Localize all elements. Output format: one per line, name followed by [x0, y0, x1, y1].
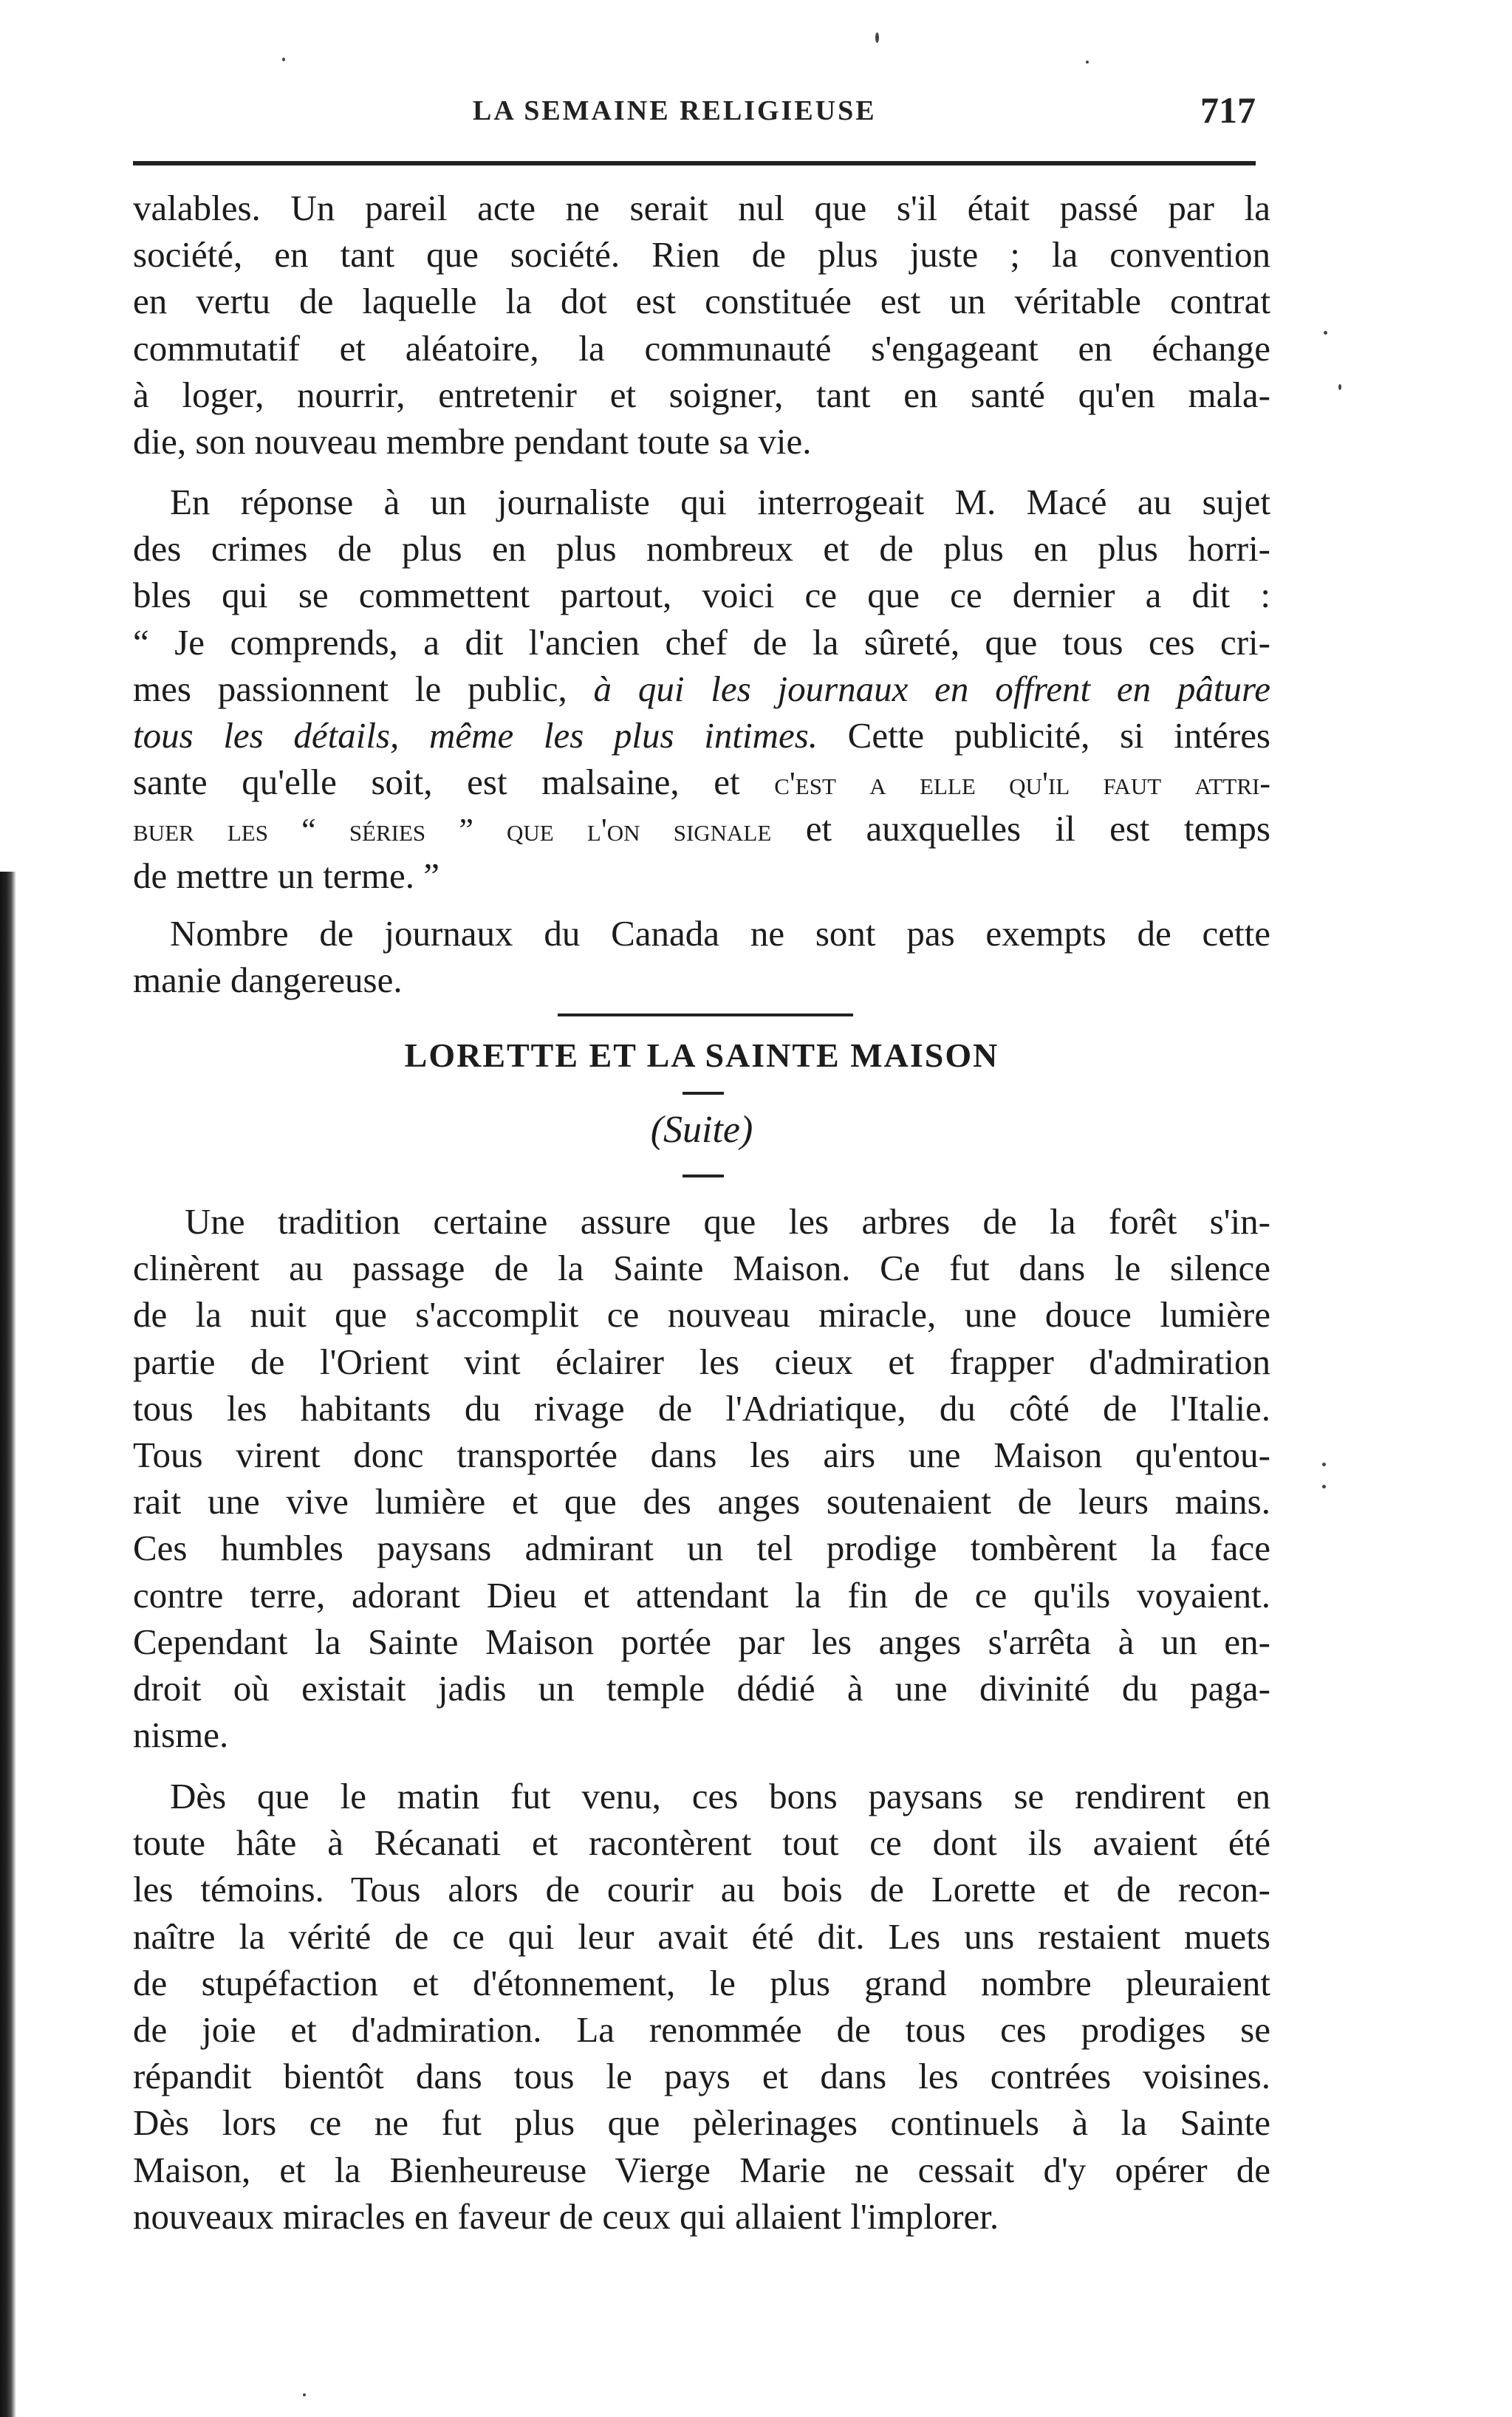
paragraph-pilgrimage	[133, 1773, 1270, 2240]
text-line	[133, 666, 1270, 712]
small-caps-run: c'est a elle qu'il faut attri-	[774, 765, 1270, 802]
italic-run: à qui les journaux en offrent en pâture	[593, 668, 1270, 709]
text-line: Tous virent donc transportée dans les airs une Maison qu'entou-	[133, 1434, 1270, 1475]
text-line	[133, 805, 1270, 852]
text-line: les témoins. Tous alors de courir au bois de Lorette et de recon-	[133, 1869, 1270, 1910]
text-line: die, son nouveau membre pendant toute sa vie.	[133, 420, 812, 462]
text-line: bles qui se commettent partout, voici ce que ce dernier a dit :	[133, 575, 1270, 616]
text-line: contre terre, adorant Dieu et attendant la fin de ce qu'ils voyaient.	[133, 1574, 1270, 1616]
page-number: 717	[1200, 89, 1256, 131]
text-line: nouveaux miracles en faveur de ceux qui allaient l'implorer.	[133, 2195, 999, 2237]
text-line: Dès que le matin fut venu, ces bons paysans se rendirent en	[170, 1776, 1270, 1816]
italic-run: tous les détails, même les plus intimes.	[133, 714, 818, 756]
text-run: Cette publicité, si intéres	[818, 714, 1271, 756]
text-line: Nombre de journaux du Canada ne sont pas exempts de cette	[170, 913, 1270, 954]
text-line	[133, 759, 1270, 805]
text-line: naître la vérité de ce qui leur avait été dit. Les uns restaient muets	[133, 1915, 1270, 1957]
page-header	[133, 87, 1256, 139]
text-line: nisme.	[133, 1715, 229, 1756]
text-line: manie dangereuse.	[133, 960, 403, 1001]
binding-shadow	[0, 872, 16, 2417]
text-line: en vertu de laquelle la dot est constituée est un véritable contrat	[133, 281, 1270, 322]
header-rule	[133, 161, 1256, 165]
text-line: de stupéfaction et d'étonnement, le plus grand nombre pleuraient	[133, 1962, 1270, 2003]
text-line: des crimes de plus en plus nombreux et de plus en plus horri-	[133, 528, 1270, 570]
text-line: rait une vive lumière et que des anges soutenaient de leurs mains.	[133, 1481, 1270, 1522]
text-line: droit où existait jadis un temple dédié à une divinité du paga-	[133, 1667, 1270, 1709]
text-line: commutatif et aléatoire, la communauté s'engageant en échange	[133, 327, 1270, 369]
text-line: de joie et d'admiration. La renommée de tous ces prodiges se	[133, 2009, 1270, 2050]
text-line: partie de l'Orient vint éclairer les cieux et frapper d'admiration	[133, 1341, 1270, 1382]
section-subtitle: (Suite)	[650, 1109, 753, 1151]
text-line: Ces humbles paysans admirant un tel prodige tombèrent la face	[133, 1528, 1270, 1569]
small-caps-run: buer les “ séries ” que l'on signale	[133, 812, 772, 849]
text-line: répandit bientôt dans tous le pays et dans les contrées voisines.	[133, 2056, 1270, 2097]
text-line: toute hâte à Récanati et racontèrent tout ce dont ils avaient été	[133, 1822, 1270, 1864]
text-line: valables. Un pareil acte ne serait nul que s'il était passé par la	[133, 188, 1270, 228]
text-line: Une tradition certaine assure que les arbres de la forêt s'in-	[185, 1201, 1270, 1242]
paragraph-canada	[133, 910, 1270, 1003]
running-title: LA SEMAINE RELIGIEUSE	[473, 95, 877, 126]
title-rule	[683, 1092, 724, 1095]
text-line: Maison, et la Bienheureuse Vierge Marie ne cessait d'y opérer de	[133, 2149, 1270, 2190]
text-line: tous les habitants du rivage de l'Adriatique, du côté de l'Italie.	[133, 1387, 1270, 1429]
text-line: de mettre un terme. ”	[133, 855, 439, 896]
text-line: à loger, nourrir, entretenir et soigner, tant en santé qu'en mala-	[133, 374, 1270, 415]
text-line	[133, 712, 1270, 759]
paragraph-mace	[133, 479, 1270, 899]
text-line: de la nuit que s'accomplit ce nouveau miracle, une douce lumière	[133, 1294, 1270, 1336]
text-line: société, en tant que société. Rien de plus juste ; la convention	[133, 234, 1270, 276]
text-line: Cependant la Sainte Maison portée par les anges s'arrêta à un en-	[133, 1621, 1270, 1662]
section-title: LORETTE ET LA SAINTE MAISON	[404, 1036, 999, 1074]
text-line: “ Je comprends, a dit l'ancien chef de la sûreté, que tous ces cri-	[133, 621, 1270, 663]
paragraph-tradition	[133, 1198, 1270, 1758]
text-line: clinèrent au passage de la Sainte Maison. Ce fut dans le silence	[133, 1248, 1270, 1289]
paragraph-continuation	[133, 185, 1270, 465]
section-divider	[558, 1013, 853, 1016]
text-line: En réponse à un journaliste qui interrogeait M. Macé au sujet	[170, 482, 1270, 522]
text-run: sante qu'elle soit, est malsaine, et	[133, 762, 775, 803]
subtitle-rule	[683, 1175, 724, 1177]
text-line: Dès lors ce ne fut plus que pèlerinages continuels à la Sainte	[133, 2102, 1270, 2144]
text-run: mes passionnent le public,	[133, 668, 594, 709]
text-run: et auxquelles il est temps	[771, 808, 1270, 849]
